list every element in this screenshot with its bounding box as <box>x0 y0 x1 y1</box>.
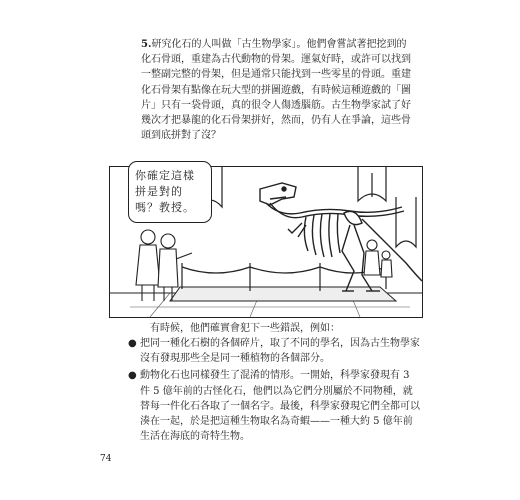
bullet-item <box>128 368 420 444</box>
intro-paragraph <box>141 37 413 143</box>
bullet-icon: ● <box>128 338 137 349</box>
bullet-list <box>128 336 420 446</box>
speech-bubble <box>128 161 212 223</box>
bullet-icon: ● <box>128 370 137 382</box>
bullet-item <box>128 336 420 366</box>
bullet-text: 把同一種化石樹的各個碎片，取了不同的學名，因為古生物學家沒有發現那些全是同一種植物的各個部分。 <box>140 338 420 365</box>
page-number: 74 <box>100 454 112 464</box>
body-lead: 有時候，他們確實會犯下一些錯誤，例如： <box>150 323 340 334</box>
intro-text: 研究化石的人叫做「古生物學家」。他們會嘗試著把挖到的化石骨頭，重建為古代動物的骨架。運氣好時，或許可以找到一整副完整的骨架，但是通常只能找到一些零星的骨頭。重建化石骨架有點像在玩大型的拼圖遊戲，有時候這種遊戲的「圖片」只有一袋骨頭，真的很令人傷透腦筋。古生物學家試了好幾次才把暴龍的化石骨架拼好，然而，仍有人在爭論，這些骨頭到底拼對了沒？ <box>141 39 411 142</box>
speech-bubble-text: 你確定這樣拼是對的嗎？教授。 <box>135 169 195 214</box>
item-number: 5. <box>141 39 152 50</box>
bullet-text: 動物化石也同樣發生了混淆的情形。一開始，科學家發現有 3 件 5 億年前的古怪化石，他們以為它們分別屬於不同物種，就替每一件化石各取了一個名字。最後，科學家發現它們全都可以湊在一起，於是把這種生物取名為奇蝦——一種大約 5 億年前生活在海底的奇特生物。 <box>140 370 420 443</box>
